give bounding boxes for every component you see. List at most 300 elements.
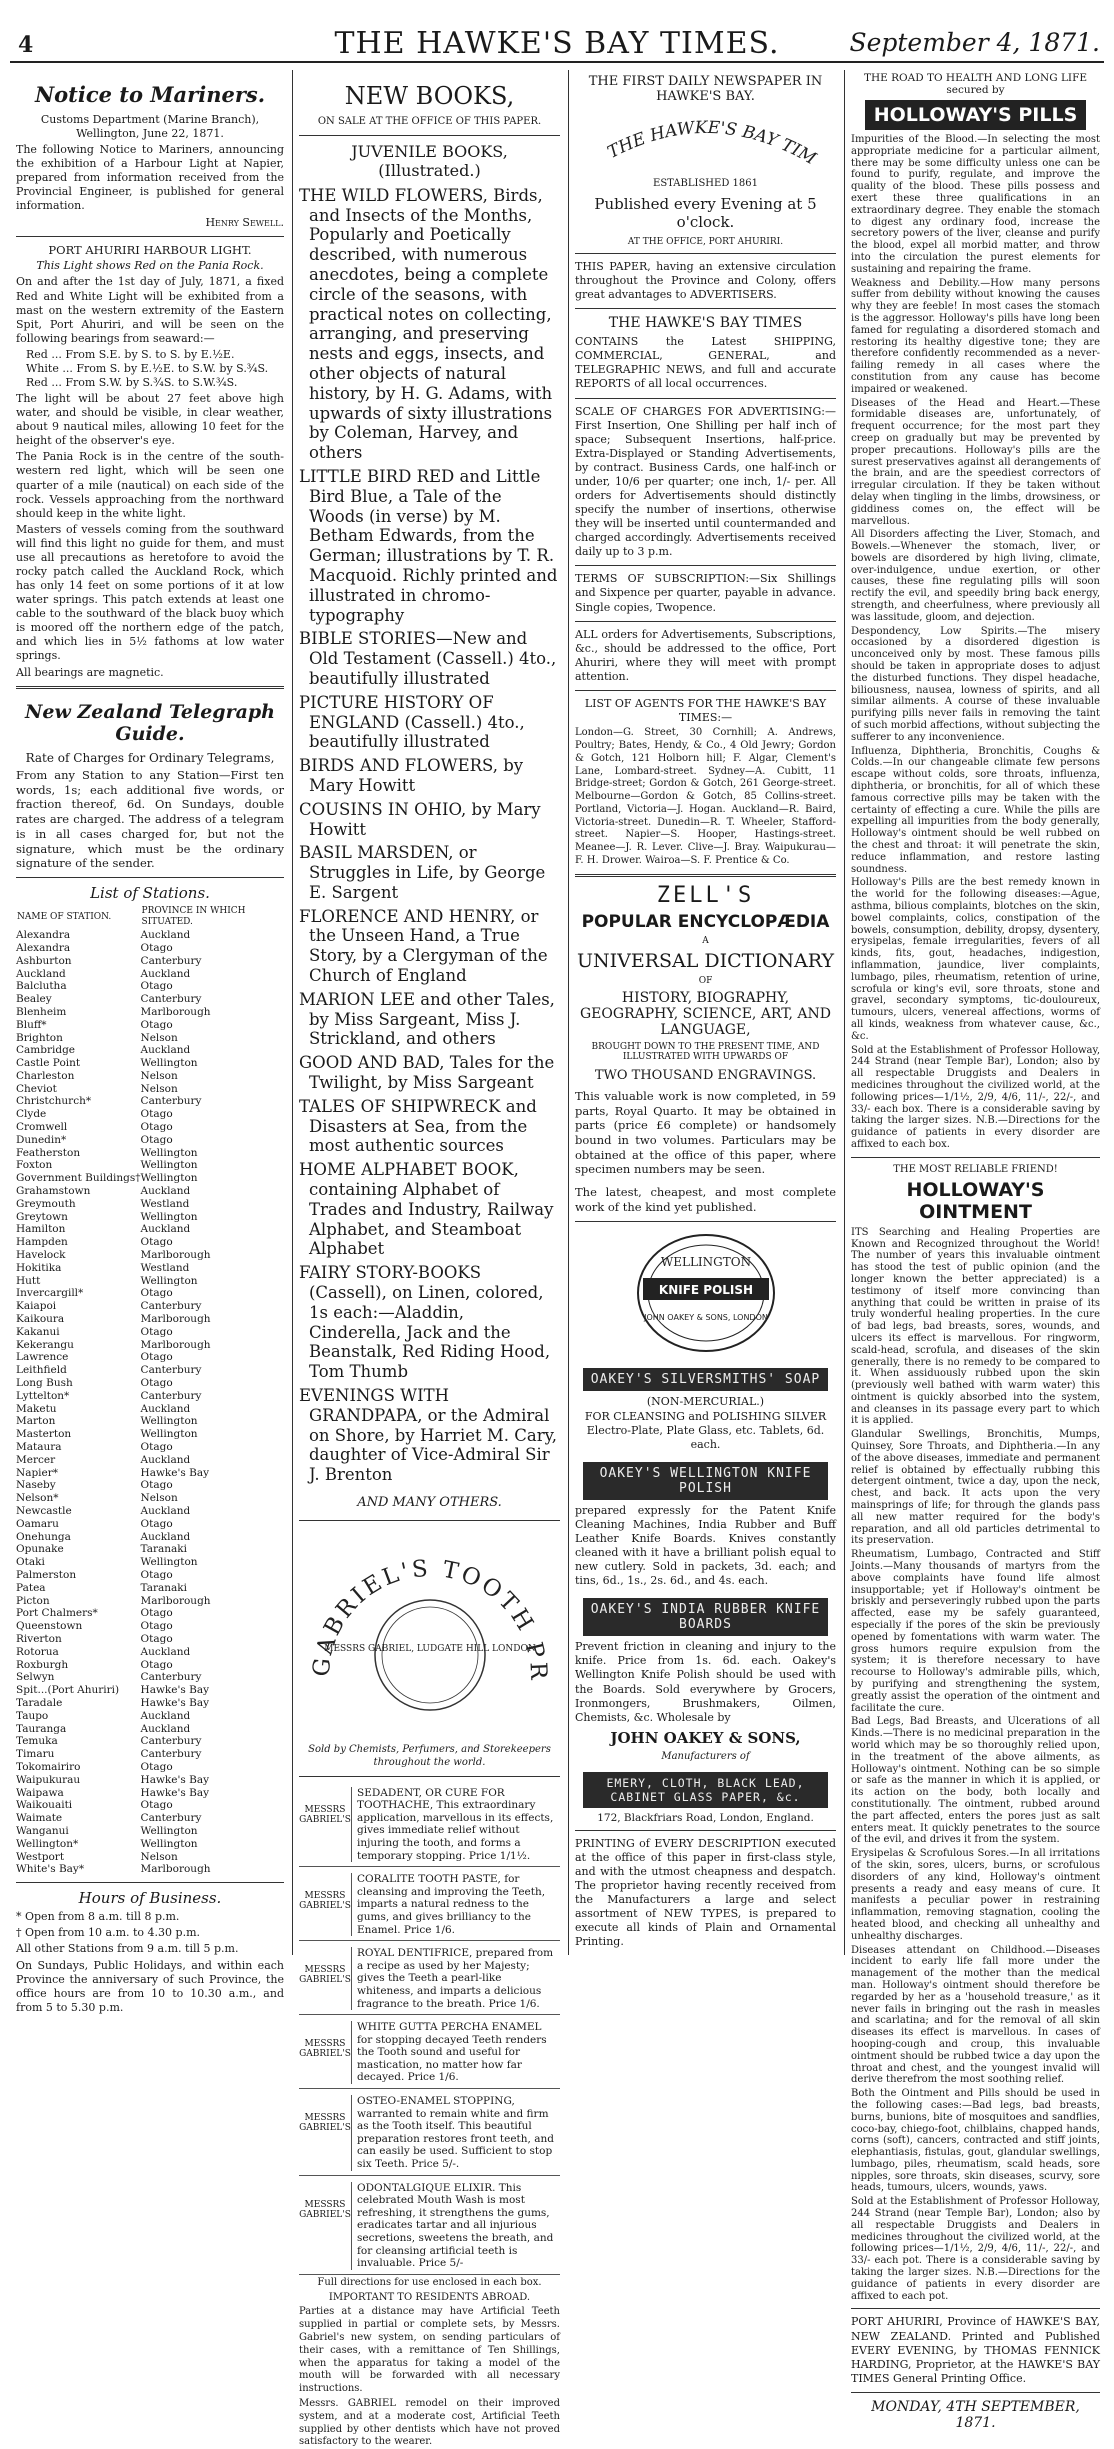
station-province: Nelson bbox=[140, 1069, 178, 1082]
station-province: Wellington bbox=[140, 1428, 198, 1441]
station-name: Clyde bbox=[16, 1108, 47, 1121]
hbt-logo bbox=[575, 108, 836, 178]
station-province: Otago bbox=[140, 941, 173, 954]
station-row bbox=[16, 1300, 284, 1313]
station-name: Hamilton bbox=[16, 1223, 66, 1236]
pills-paragraph: Influenza, Diphtheria, Bronchitis, Coughs & Colds.—In our changeable climate few persons escape without colds, sore throats, influenza, diphtheria, or bronchitis, for all of which these famous corrective pills may be taken with the certainty of effecting a cure. While the pills are expelling all impurities from the body generally, Holloway's ointment should be well rubbed on the chest and throat: it will penetrate the skin, reduce inflammation, and restore lasting soundness. bbox=[851, 745, 1100, 875]
station-province: Otago bbox=[140, 1377, 173, 1390]
station-province: Otago bbox=[140, 1108, 173, 1121]
station-name: Invercargill* bbox=[16, 1287, 84, 1300]
gabriel-product-text: SEDADENT, OR CURE FOR TOOTHACHE, This extraordinary application, marvellous in its effects, gives immediate relief without injuring the tooth, and forms a temporary stopping. Price 1/1½. bbox=[351, 1787, 560, 1863]
station-province: Westland bbox=[140, 1197, 190, 1210]
zell-brought: BROUGHT DOWN TO THE PRESENT TIME, AND ILLUSTRATED WITH UPWARDS OF bbox=[591, 1041, 820, 1062]
station-province: Taranaki bbox=[140, 1581, 188, 1594]
oakey-soap-body: FOR CLEANSING and POLISHING SILVER Electro-Plate, Plate Glass, etc. Tablets, 6d. each. bbox=[584, 1409, 827, 1451]
station-name: Mataura bbox=[16, 1441, 62, 1453]
station-row bbox=[16, 1646, 284, 1659]
station-row bbox=[16, 993, 284, 1006]
station-name: Taupo bbox=[16, 1709, 49, 1722]
station-province: Otago bbox=[140, 1620, 173, 1633]
station-name: Bealey bbox=[16, 993, 52, 1006]
station-province: Otago bbox=[140, 1568, 173, 1581]
station-name: Cheviot bbox=[16, 1082, 57, 1095]
gabriel-product bbox=[299, 2017, 560, 2089]
station-province: Marlborough bbox=[140, 1313, 211, 1326]
station-province: Otago bbox=[140, 1517, 173, 1530]
station-province: Otago bbox=[140, 1479, 173, 1492]
station-row bbox=[16, 1774, 284, 1787]
oakey-oval-top: WELLINGTON bbox=[660, 1254, 752, 1269]
station-province: Otago bbox=[140, 1658, 173, 1671]
hours-line: † Open from 10 a.m. to 4.30 p.m. bbox=[16, 1926, 200, 1940]
divider bbox=[575, 308, 836, 309]
divider bbox=[16, 236, 284, 237]
station-row bbox=[16, 1403, 284, 1416]
station-name: Greytown bbox=[16, 1210, 68, 1223]
station-name: Masterton bbox=[16, 1428, 72, 1441]
telegraph-rate: Rate of Charges for Ordinary Telegrams, bbox=[25, 750, 275, 765]
orders: ALL orders for Advertisements, Subscriptions, &c., should be addressed to the office, Port Ahuriri, where they will meet with prompt attention. bbox=[575, 627, 836, 683]
station-row bbox=[16, 1351, 284, 1364]
station-province: Auckland bbox=[140, 1223, 191, 1236]
station-row bbox=[16, 1595, 284, 1608]
divider bbox=[16, 1882, 284, 1883]
station-row bbox=[16, 1236, 284, 1249]
station-name: Naseby bbox=[16, 1479, 56, 1492]
station-province: Nelson bbox=[140, 1492, 178, 1505]
station-row bbox=[16, 1787, 284, 1800]
pills-paragraph: All Disorders affecting the Liver, Stomach, and Bowels.—Whenever the stomach, liver, or bowels are disordered by high living, climate, over-indulgence, undue exertion, or other causes, these fine regulating pills will soon rectify the evil, and speedily bring back energy, strength, and cheerfulness, where previously all was lassitude, gloom, and dejection. bbox=[851, 529, 1100, 623]
oakey-nonmerc: (NON-MERCURIAL.) bbox=[646, 1394, 765, 1408]
station-name: Patea bbox=[16, 1581, 46, 1594]
station-row bbox=[16, 1211, 284, 1224]
station-name: Westport bbox=[16, 1850, 65, 1863]
station-name: Tokomairiro bbox=[16, 1760, 81, 1773]
station-province: Otago bbox=[140, 1325, 173, 1338]
station-name: Waipukurau bbox=[16, 1773, 81, 1786]
book-entry: COUSINS IN OHIO, by Mary Howitt bbox=[299, 799, 541, 839]
oakey-boards-body: Prevent friction in cleaning and injury to the knife. Price from 1s. 6d. each. Oakey's Wellington Knife Polish should be used with the Boards. Sold everywhere by Grocers, Ironmongers, Brushmakers, Oilmen, Chemists, &c. Wholesale by bbox=[575, 1640, 836, 1724]
station-name: Cambridge bbox=[16, 1044, 76, 1057]
pills-paragraph: Weakness and Debility.—How many persons suffer from debility without knowing the causes why they are feeble! In most cases the stomach is the aggressor. Holloway's pills have long been famed for regulating a disordered stomach and restoring its healthy digestive tone; they are therefore confidently recommended as a never-failing remedy in all cases where the constitution from any cause has become impaired or weakened. bbox=[851, 277, 1100, 395]
station-row bbox=[16, 1467, 284, 1480]
station-province: Auckland bbox=[140, 929, 191, 942]
station-name: Temuka bbox=[16, 1735, 58, 1748]
station-row bbox=[16, 1057, 284, 1070]
oakey-address: 172, Blackfriars Road, London, England. bbox=[597, 1811, 814, 1824]
station-name: Kekerangu bbox=[16, 1338, 74, 1351]
gabriel-arc-text: GABRIEL'S TOOTH PR bbox=[308, 1555, 552, 1683]
gabriel-product bbox=[299, 2178, 560, 2275]
station-row bbox=[16, 1825, 284, 1838]
station-province: Canterbury bbox=[140, 1364, 202, 1377]
gabriel-product-text: OSTEO-ENAMEL STOPPING, warranted to remain white and firm as the Tooth itself. This beautiful preparation restores front teeth, and can easily be used. Sufficient to stop six Teeth. Price 5/-. bbox=[351, 2095, 560, 2171]
masthead-rule bbox=[10, 61, 1104, 63]
station-row bbox=[16, 1556, 284, 1569]
station-name: Nelson* bbox=[16, 1492, 59, 1505]
station-row bbox=[16, 1044, 284, 1057]
notice-dept: Customs Department (Marine Branch), Wellington, June 22, 1871. bbox=[40, 113, 260, 141]
station-name: Selwyn bbox=[16, 1671, 55, 1684]
divider bbox=[575, 1830, 836, 1831]
station-row bbox=[16, 1633, 284, 1646]
ointment-paragraph: Sold at the Establishment of Professor Holloway, 244 Strand (near Temple Bar), London; also by all respectable Druggists and Dealers in medicines throughout the civilized world, at the following prices—1/1½, 2/9, 4/6, 11/-, 22/-, and 33/- each pot. There is a considerable saving by taking the larger sizes. N.B.—Directions for the guidance of patients in every disorder are affixed to each pot. bbox=[851, 2196, 1100, 2302]
divider bbox=[851, 2308, 1100, 2309]
station-name: Maketu bbox=[16, 1402, 57, 1415]
circulation: THIS PAPER, having an extensive circulation throughout the Province and Colony, offers great advantages to ADVERTISERS. bbox=[575, 260, 836, 302]
station-name: Rotorua bbox=[16, 1645, 59, 1658]
station-province: Wellington bbox=[140, 1210, 198, 1223]
station-name: Castle Point bbox=[16, 1057, 81, 1070]
station-province: Taranaki bbox=[140, 1543, 188, 1556]
station-row bbox=[16, 1723, 284, 1736]
station-province: Marlborough bbox=[140, 1863, 211, 1876]
oakey-knife-body: prepared expressly for the Patent Knife Cleaning Machines, India Rubber and Buff Leather Knife Boards. Knives constantly cleaned with it have a brilliant polish equal to new cutlery. Sold in packets, 3d. each; and tins, 6d., 1s., 2s. 6d., and 4s. each. bbox=[575, 1503, 836, 1588]
book-entry: PICTURE HISTORY OF ENGLAND (Cassell.) 4to., beautifully illustrated bbox=[299, 692, 525, 752]
holloways-ointment-title: HOLLOWAY'S OINTMENT bbox=[906, 1178, 1045, 1223]
gabriel-foot-4: Messrs. GABRIEL remodel on their improved system, and at a moderate cost, Artificial Teeth supplied by other dentists which have not proved satisfactory to the wearer. bbox=[299, 2397, 560, 2448]
masthead-date: September 4, 1871. bbox=[849, 28, 1100, 57]
stations-col-province: PROVINCE IN WHICH SITUATED. bbox=[141, 906, 246, 928]
column-2 bbox=[292, 70, 566, 2448]
new-books-title: NEW BOOKS, bbox=[344, 82, 515, 110]
station-row bbox=[16, 1415, 284, 1428]
station-row bbox=[16, 1505, 284, 1518]
station-row bbox=[16, 942, 284, 955]
station-row bbox=[16, 1735, 284, 1748]
station-row bbox=[16, 1032, 284, 1045]
station-province: Marlborough bbox=[140, 1005, 211, 1018]
gabriel-foot-2: IMPORTANT TO RESIDENTS ABROAD. bbox=[328, 2291, 531, 2303]
station-name: Lyttelton* bbox=[16, 1389, 70, 1402]
harbour-body-4: Masters of vessels coming from the southward will find this light no guide for them, and must use all precautions as heretofore to avoid the rocky patch called the Auckland Rock, which has only 14 feet on some portions of it at low water springs. This patch extends at least one cable to the southward of the black buoy which is moored off the northern edge of the patch, and which lies in 5½ fathoms at low water springs. bbox=[16, 522, 284, 663]
station-province: Wellington bbox=[140, 1824, 198, 1837]
pills-paragraph: Impurities of the Blood.—In selecting the most appropriate medicine for a particular ailment, there may be some difficulty unless one can be found to purify, regulate, and improve the quality of the blood. These pills possess and exert these three qualifications in an extraordinary degree. They enable the stomach to digest any ordinary food, increase the secretory powers of the liver, cleanse and purify the blood, expel all morbid matter, and throw into the circulation the purest elements for sustaining and repairing the frame. bbox=[851, 134, 1100, 275]
station-row bbox=[16, 968, 284, 981]
station-province: Wellington bbox=[140, 1172, 198, 1185]
station-name: Dunedin* bbox=[16, 1133, 67, 1146]
station-province: Canterbury bbox=[140, 954, 202, 967]
notice-title: Notice to Mariners. bbox=[34, 82, 266, 107]
station-province: Canterbury bbox=[140, 1300, 202, 1313]
stations-col-name: NAME OF STATION. bbox=[17, 911, 112, 922]
station-name: Balclutha bbox=[16, 980, 67, 993]
station-row bbox=[16, 1070, 284, 1083]
published: Published every Evening at 5 o'clock. bbox=[594, 195, 817, 231]
station-name: Charleston bbox=[16, 1069, 75, 1082]
gabriel-label: MESSRS GABRIEL'S bbox=[299, 1804, 351, 1825]
station-province: Auckland bbox=[140, 1709, 191, 1722]
pills-paragraph: Sold at the Establishment of Professor Holloway, 244 Strand (near Temple Bar), London; also by all respectable Druggists and Dealers in medicines throughout the civilized world, at the following prices—1/1½, 2/9, 4/6, 11/-, 22/-, and 33/- each box. There is a considerable saving by taking the larger sizes. N.B.—Directions for the guidance of patients in every disorder are affixed to each box. bbox=[851, 1044, 1100, 1150]
notice-body: The following Notice to Mariners, announcing the exhibition of a Harbour Light at Napier, prepared from information received from the Provincial Engineer, is published for general information. bbox=[16, 143, 284, 213]
station-row bbox=[16, 1479, 284, 1492]
oakey-boards: OAKEY'S INDIA RUBBER KNIFE BOARDS bbox=[583, 1598, 827, 1636]
ointment-paragraph: Erysipelas & Scrofulous Sores.—In all irritations of the skin, sores, ulcers, burns, or scrofulous disorders of any kind, Holloway's ointment presents a ready and easy means of cure. It manifests a peculiar power in restraining inflammation, removing stagnation, cooling the heated blood, and checking all unhealthy and unhealthy discharges. bbox=[851, 1848, 1100, 1942]
station-row bbox=[16, 1185, 284, 1198]
station-province: Wellington bbox=[140, 1556, 198, 1569]
column-1 bbox=[10, 70, 290, 2014]
new-books-sub: ON SALE AT THE OFFICE OF THIS PAPER. bbox=[317, 116, 542, 127]
gabriel-product-text: WHITE GUTTA PERCHA ENAMEL for stopping decayed Teeth renders the Tooth sound and useful for mastication, no matter how far decayed. Price 1/6. bbox=[351, 2021, 560, 2084]
hours-line: All other Stations from 9 a.m. till 5 p.m. bbox=[16, 1942, 239, 1956]
bearings-list bbox=[16, 348, 284, 390]
station-name: Auckland bbox=[16, 967, 66, 980]
divider bbox=[851, 1157, 1100, 1158]
gabriel-label: MESSRS GABRIEL'S bbox=[299, 2199, 351, 2220]
station-row bbox=[16, 1121, 284, 1134]
station-province: Auckland bbox=[140, 1402, 191, 1415]
harbour-body-2: The light will be about 27 feet above high water, and should be visible, in clear weather, about 9 nautical miles, allowing 10 feet for the height of the observer's eye. bbox=[16, 392, 284, 448]
divider bbox=[575, 565, 836, 566]
station-province: Hawke's Bay bbox=[140, 1466, 210, 1479]
station-row bbox=[16, 1095, 284, 1108]
gabriel-product bbox=[299, 1783, 560, 1868]
established: ESTABLISHED 1861 bbox=[653, 178, 758, 189]
station-province: Otago bbox=[140, 1632, 173, 1645]
station-name: Wellington* bbox=[16, 1837, 79, 1850]
station-province: Auckland bbox=[140, 1504, 191, 1517]
station-name: Long Bush bbox=[16, 1377, 73, 1390]
newspaper-title: THE HAWKE'S BAY TIMES. bbox=[334, 26, 780, 61]
page-number: 4 bbox=[18, 32, 34, 58]
station-province: Marlborough bbox=[140, 1249, 211, 1262]
station-row bbox=[16, 1326, 284, 1339]
station-row bbox=[16, 980, 284, 993]
oakey-soap: OAKEY'S SILVERSMITHS' SOAP bbox=[583, 1368, 827, 1391]
station-name: Picton bbox=[16, 1594, 50, 1607]
station-name: Onehunga bbox=[16, 1530, 71, 1543]
station-row bbox=[16, 1147, 284, 1160]
station-province: Auckland bbox=[140, 1185, 191, 1198]
station-province: Otago bbox=[140, 1018, 173, 1031]
contains: CONTAINS the Latest SHIPPING, COMMERCIAL, GENERAL, and TELEGRAPHIC NEWS, and full and accurate REPORTS of all local occurrences. bbox=[575, 335, 836, 391]
notice-sign: Henry Sewell. bbox=[205, 215, 284, 229]
station-name: Hampden bbox=[16, 1236, 68, 1249]
station-row bbox=[16, 1083, 284, 1096]
column-3 bbox=[568, 70, 842, 1955]
station-name: Greymouth bbox=[16, 1197, 76, 1210]
book-entry: LITTLE BIRD RED and Little Bird Blue, a Tale of the Woods (in verse) by M. Betham Edwards, from the German; illustrations by T. R. Macquoid. Richly printed and illustrated in chromo-typography bbox=[299, 466, 558, 625]
station-row bbox=[16, 1223, 284, 1236]
station-row bbox=[16, 1172, 284, 1185]
station-name: Wanganui bbox=[16, 1824, 69, 1837]
station-row bbox=[16, 1697, 284, 1710]
oakey-oval-bot: JOHN OAKEY & SONS, LONDON bbox=[644, 1312, 768, 1322]
station-province: Nelson bbox=[140, 1031, 178, 1044]
station-province: Marlborough bbox=[140, 1338, 211, 1351]
printing: PRINTING of EVERY DESCRIPTION executed at the office of this paper in first-class style, and with the utmost cheapness and despatch. The proprietor having recently received from the Manufacturers a large and select assortment of NEW TYPES, is prepared to execute all kinds of Plain and Ornamental Printing. bbox=[575, 1836, 836, 1949]
station-name: Blenheim bbox=[16, 1005, 67, 1018]
book-entry: THE WILD FLOWERS, Birds, and Insects of the Months, Popularly and Poetically described, with numerous anecdotes, being a complete circle of the seasons, with practical notes on collecting, arranging, and preserving nests and eggs, insects, and other objects of natural history, by H. G. Adams, with upwards of sixty illustrations by Coleman, Harvey, and others bbox=[299, 185, 553, 463]
ointment-body bbox=[851, 1227, 1100, 2303]
station-row bbox=[16, 1812, 284, 1825]
station-province: Canterbury bbox=[140, 1812, 202, 1825]
station-name: Mercer bbox=[16, 1453, 56, 1466]
gabriel-label: MESSRS GABRIEL'S bbox=[299, 1965, 351, 1986]
station-name: Grahamstown bbox=[16, 1185, 91, 1198]
oakey-knife: OAKEY'S WELLINGTON KNIFE POLISH bbox=[583, 1462, 827, 1500]
station-row bbox=[16, 1799, 284, 1812]
station-province: Wellington bbox=[140, 1146, 198, 1159]
station-province: Canterbury bbox=[140, 1095, 202, 1108]
station-row bbox=[16, 1313, 284, 1326]
zell-popular: POPULAR ENCYCLOPÆDIA bbox=[581, 911, 830, 932]
harbour-body-3: The Pania Rock is in the centre of the south-western red light, which will be seen one quarter of a mile (nautical) on each side of the rock. Vessels approaching from the northward should keep in the white light. bbox=[16, 450, 284, 520]
station-row bbox=[16, 1659, 284, 1672]
station-row bbox=[16, 1019, 284, 1032]
station-row bbox=[16, 1159, 284, 1172]
pills-paragraph: Diseases of the Head and Heart.—These formidable diseases are, unfortunately, of frequent occurrence; for the most part they creep on gradually but may be prevented by proper precautions. Holloway's pills are the surest preservatives against all derangements of the brain, and are the speediest correctors of irregular circulation. If they be taken without delay when tingling in the limbs, drowsiness, or giddiness comes on, the effect will be marvellous. bbox=[851, 397, 1100, 527]
ointment-paragraph: Diseases attendant on Childhood.—Diseases incident to early life fall more under the management of the mother than the medical man. Holloway's ointment should therefore be regarded by her as a 'household treasure,' as it never fails in bringing out the rash in measles and scarlatina; and for the removal of all skin diseases its effect is marvellous. In cases of hooping-cough and croup, this invaluable ointment should be rubbed twice a day upon the throat and chest, and the youngest invalid will derive therefrom the most soothing relief. bbox=[851, 1944, 1100, 2086]
gabriel-label: MESSRS GABRIEL'S bbox=[299, 2039, 351, 2060]
bearing: Red ... From S.E. by S. to S. by E.½E. bbox=[26, 347, 235, 361]
station-province: Otago bbox=[140, 1441, 173, 1453]
station-name: Timaru bbox=[16, 1748, 55, 1761]
station-province: Otago bbox=[140, 1607, 173, 1620]
station-row bbox=[16, 1390, 284, 1403]
divider bbox=[575, 621, 836, 622]
divider bbox=[299, 135, 560, 136]
ointment-paragraph: Bad Legs, Bad Breasts, and Ulcerations of all Kinds.—There is no medicinal preparation in the world which may be so thoroughly relied upon, in the treatment of the above ailments, as Holloway's ointment. Nothing can be so simple or safe as the manner in which it is applied, or its action on the body, both locally and constitutionally. The ointment, rubbed around the part affected, enters the pores just as salt enters meat. It quickly penetrates to the source of the evil, and drives it from the system. bbox=[851, 1716, 1100, 1846]
harbour-body-1: On and after the 1st day of July, 1871, a fixed Red and White Light will be exhibited from a mast on the western extremity of the Eastern Spit, Port Ahuriri, and will be seen on the following bearings from seaward:— bbox=[16, 275, 284, 345]
gabriel-sold: Sold by Chemists, Perfumers, and Storekeepers throughout the world. bbox=[308, 1744, 551, 1768]
station-row bbox=[16, 1339, 284, 1352]
divider bbox=[299, 1520, 560, 1521]
station-name: Riverton bbox=[16, 1632, 62, 1645]
zell-latest: The latest, cheapest, and most complete work of the kind yet published. bbox=[575, 1185, 836, 1214]
station-province: Wellington bbox=[140, 1274, 198, 1287]
gabriel-seal-graphic bbox=[299, 1527, 561, 1742]
station-row bbox=[16, 1198, 284, 1211]
ointment-paragraph: Glandular Swellings, Bronchitis, Mumps, Quinsey, Sore Throats, and Diphtheria.—In any of the above diseases, immediate and permanent relief is obtained by effectually rubbing this detergent ointment, twice a day, upon the neck, chest, and back. It acts upon the very mainsprings of life; for through the glands pass all new matter required for the body's reparation, and all old particles detrimental to its preservation. bbox=[851, 1429, 1100, 1547]
gabriel-center-text: MESSRS GABRIEL, LUDGATE HILL LONDON bbox=[324, 1644, 536, 1654]
stations-table bbox=[16, 905, 284, 1876]
station-row bbox=[16, 1607, 284, 1620]
hbt-logo-graphic bbox=[575, 108, 837, 178]
station-name: White's Bay* bbox=[16, 1863, 85, 1876]
station-province: Auckland bbox=[140, 967, 191, 980]
station-province: Auckland bbox=[140, 1530, 191, 1543]
book-entry: EVENINGS WITH GRANDPAPA, or the Admiral on Shore, by Harriet M. Cary, daughter of Vice-Admiral Sir J. Brenton bbox=[299, 1386, 557, 1485]
station-name: Napier* bbox=[16, 1466, 59, 1479]
station-name: Featherston bbox=[16, 1146, 81, 1159]
station-name: Christchurch* bbox=[16, 1095, 92, 1108]
station-name: Tauranga bbox=[16, 1722, 67, 1735]
station-row bbox=[16, 1620, 284, 1633]
hbt-heading: THE HAWKE'S BAY TIMES bbox=[608, 315, 803, 332]
station-row bbox=[16, 1287, 284, 1300]
station-name: Waikouaiti bbox=[16, 1799, 73, 1812]
oakey-oval-mid: KNIFE POLISH bbox=[658, 1282, 754, 1297]
harbour-title: PORT AHURIRI HARBOUR LIGHT. bbox=[48, 242, 252, 257]
reliable-friend: THE MOST RELIABLE FRIEND! bbox=[893, 1163, 1058, 1175]
first-daily: THE FIRST DAILY NEWSPAPER IN HAWKE'S BAY. bbox=[588, 74, 823, 104]
gabriel-seal bbox=[299, 1527, 560, 1742]
oakey-emblem-graphic bbox=[575, 1228, 837, 1358]
terms: TERMS OF SUBSCRIPTION:—Six Shillings and Sixpence per quarter, payable in advance. Single copies, Twopence. bbox=[575, 572, 836, 614]
hours-line: On Sundays, Public Holidays, and within each Province the anniversary of such Province, the office hours are from 10 to 10.30 a.m., and from 5 to 5.30 p.m. bbox=[16, 1958, 284, 2014]
station-name: Ashburton bbox=[16, 954, 72, 967]
book-entry: MARION LEE and other Tales, by Miss Sargeant, Miss J. Strickland, and others bbox=[299, 989, 555, 1049]
station-name: Roxburgh bbox=[16, 1658, 69, 1671]
station-name: Oamaru bbox=[16, 1517, 59, 1530]
book-entry: BASIL MARSDEN, or Struggles in Life, by George E. Sargent bbox=[299, 843, 546, 902]
station-name: Government Buildings† bbox=[16, 1172, 141, 1185]
station-name: Port Chalmers* bbox=[16, 1607, 98, 1620]
station-province: Otago bbox=[140, 1121, 173, 1134]
stations-title: List of Stations. bbox=[90, 884, 210, 902]
station-province: Hawke's Bay bbox=[140, 1773, 210, 1786]
station-row bbox=[16, 1364, 284, 1377]
station-name: Alexandra bbox=[16, 929, 71, 942]
station-name: Spit...(Port Ahuriri) bbox=[16, 1684, 120, 1697]
station-row bbox=[16, 1531, 284, 1544]
station-province: Auckland bbox=[140, 1453, 191, 1466]
station-name: Hutt bbox=[16, 1274, 41, 1287]
divider bbox=[575, 874, 836, 877]
scale-charges: SCALE OF CHARGES FOR ADVERTISING:—First Insertion, One Shilling per half inch of space; Subsequent Insertions, half-price. Extra-Displayed or Standing Advertisements, by contract. Business Cards, one half-inch or under, 10/6 per quarter; one inch, 1/- per. All orders for Advertisements should distinctly specify the number of insertions, otherwise they will be inserted until countermanded and charged accordingly. Advertisements received daily up to 3 p.m. bbox=[575, 404, 836, 559]
station-province: Otago bbox=[140, 1760, 173, 1773]
station-province: Otago bbox=[140, 1133, 173, 1146]
gabriel-product-text: CORALITE TOOTH PASTE, for cleansing and improving the Teeth, imparts a natural redness to the gums, and gives brilliancy to the Enamel. Price 1/6. bbox=[351, 1873, 560, 1936]
station-row bbox=[16, 1275, 284, 1288]
telegraph-title: New Zealand Telegraph Guide. bbox=[25, 700, 275, 745]
agents-title: LIST OF AGENTS FOR THE HAWKE'S BAY TIMES:— bbox=[584, 696, 827, 725]
station-row bbox=[16, 1377, 284, 1390]
column-4 bbox=[844, 70, 1106, 2431]
station-row bbox=[16, 929, 284, 942]
ointment-paragraph: Both the Ointment and Pills should be used in the following cases:—Bad legs, bad breasts, burns, bunions, bite of mosquitoes and sandflies, coco-bay, chiego-foot, chilblains, chapped hands, corns (soft), cancers, contracted and stiff joints, elephantiasis, fistulas, gout, glandular swellings, lumbago, piles, rheumatism, scald heads, sore nipples, sore throats, skin diseases, scurvy, sore heads, tumours, ulcers, wounds, yaws. bbox=[851, 2088, 1100, 2194]
pills-body bbox=[851, 134, 1100, 1151]
station-province: Hawke's Bay bbox=[140, 1696, 210, 1709]
station-province: Marlborough bbox=[140, 1594, 211, 1607]
zell-a: A bbox=[702, 935, 709, 946]
juvenile-heading: JUVENILE BOOKS, (Illustrated.) bbox=[351, 141, 508, 180]
station-row bbox=[16, 1748, 284, 1761]
divider bbox=[16, 686, 284, 689]
zell-engravings: TWO THOUSAND ENGRAVINGS. bbox=[594, 1067, 817, 1083]
station-row bbox=[16, 1134, 284, 1147]
station-province: Hawke's Bay bbox=[140, 1684, 210, 1697]
pills-paragraph: Despondency, Low Spirits.—The misery occasioned by a disordered digestion is unconceived only by most. These famous pills should be taken in appropriate doses to adjust the disturbed functions. They dispel headache, biliousness, nausea, lowness of spirits, and all similar ailments. A course of these invaluable purifying pills never fails in removing the taint of such morbid affections, without subjecting the sufferer to any inconvenience. bbox=[851, 625, 1100, 743]
agents-list: London—G. Street, 30 Cornhill; A. Andrews, Poultry; Bates, Hendy, & Co., 4 Old Jewry; Gordon & Gotch, 121 Holborn hill; F. Algar, Clement's Lane, Lombard-street. Sydney—A. Cubitt, 11 Bridge-street; Gordon & Gotch, 261 George-street. Melbourne—Gordon & Gotch, 85 Collins-street. Portland, Victoria—J. Hogan. Auckland—R. Baird, Victoria-street. Dunedin—R. T. Wheeler, Stafford-street. Napier—S. Hooper, Hastings-street. Meanee—J. R. Lever. Clive—J. Bray. Waipukurau—F. H. Drower. Wairoa—S. F. Prentice & Co. bbox=[575, 727, 836, 867]
gabriel-foot-1: Full directions for use enclosed in each box. bbox=[317, 2276, 542, 2288]
divider bbox=[575, 253, 836, 254]
holloways-pills-title: HOLLOWAY'S PILLS bbox=[865, 100, 1086, 130]
station-name: Opunake bbox=[16, 1543, 64, 1556]
station-row bbox=[16, 1710, 284, 1723]
station-name: Newcastle bbox=[16, 1504, 72, 1517]
station-row bbox=[16, 1863, 284, 1876]
oakey-emblem bbox=[575, 1228, 836, 1358]
office: AT THE OFFICE, PORT AHURIRI. bbox=[627, 237, 784, 247]
station-name: Kaiapoi bbox=[16, 1300, 57, 1313]
station-name: Waimate bbox=[16, 1812, 63, 1825]
station-province: Auckland bbox=[140, 1645, 191, 1658]
station-row bbox=[16, 1569, 284, 1582]
bearing: White ... From S. by E.½E. to S.W. by S.¾S. bbox=[26, 361, 269, 375]
book-entry: BIBLE STORIES—New and Old Testament (Cassell.) 4to., beautifully illustrated bbox=[299, 629, 557, 688]
divider bbox=[851, 2392, 1100, 2393]
station-name: Lawrence bbox=[16, 1351, 69, 1364]
book-entry: GOOD AND BAD, Tales for the Twilight, by Miss Sargeant bbox=[299, 1053, 555, 1093]
gabriel-list bbox=[299, 1783, 560, 2275]
station-row bbox=[16, 1543, 284, 1556]
station-province: Otago bbox=[140, 1351, 173, 1364]
harbour-sub: This Light shows Red on the Pania Rock. bbox=[36, 259, 264, 273]
station-name: Havelock bbox=[16, 1249, 66, 1262]
station-province: Hawke's Bay bbox=[140, 1786, 210, 1799]
